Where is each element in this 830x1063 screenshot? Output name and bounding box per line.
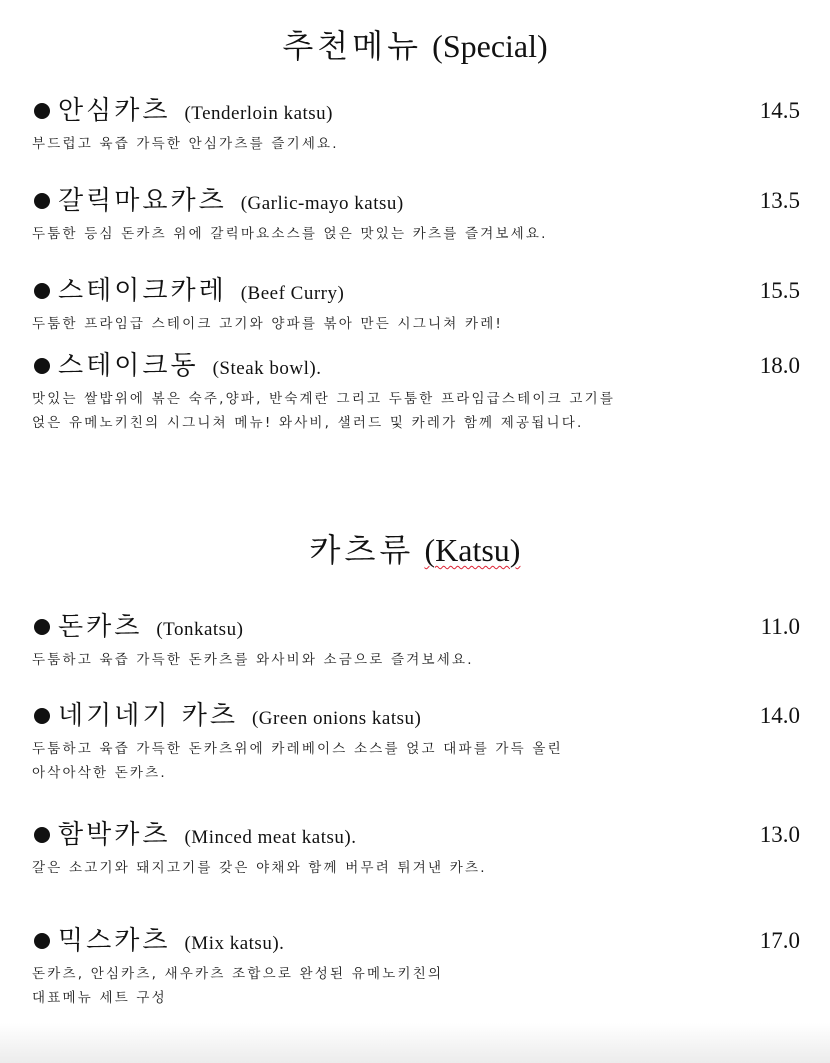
- item-price: 11.0: [760, 614, 800, 639]
- item-price: 13.5: [759, 188, 800, 213]
- menu-item-mix-katsu: [32, 924, 804, 1010]
- item-price: 13.0: [759, 822, 800, 847]
- item-name: 스테이크카레 (Beef Curry): [58, 276, 345, 306]
- item-description: 맛있는 쌀밥위에 볶은 숙주,양파, 반숙계란 그리고 두툼한 프라임급스테이크 고기를 얹은 유메노키친의 시그니쳐 메뉴! 와사비, 샐러드 및 카레가 함께 제공됩니다.: [32, 391, 616, 431]
- item-name: 믹스카츠 (Mix katsu).: [58, 926, 285, 956]
- menu-item-tonkatsu: [32, 610, 804, 672]
- menu-item-steak-bowl: [32, 349, 804, 435]
- item-name-english: (Tonkatsu): [156, 619, 244, 640]
- special-section-title: [0, 26, 830, 66]
- item-name-english: (Minced meat katsu).: [184, 827, 357, 848]
- item-name-english: (Beef Curry): [240, 283, 345, 304]
- bullet-icon: [34, 358, 50, 374]
- item-description: 두툼하고 육즙 가득한 돈카츠를 와사비와 소금으로 즐겨보세요.: [32, 652, 474, 668]
- item-price: 14.5: [759, 98, 800, 123]
- item-name-english: (Garlic-mayo katsu): [240, 193, 404, 214]
- bullet-icon: [34, 708, 50, 724]
- item-name-english: (Green onions katsu): [251, 708, 422, 729]
- bullet-icon: [34, 283, 50, 299]
- item-name: 갈릭마요카츠 (Garlic-mayo katsu): [58, 186, 404, 216]
- katsu-section-title: [0, 530, 830, 570]
- menu-item-garlic-mayo-katsu: [32, 184, 804, 246]
- bullet-icon: [34, 827, 50, 843]
- special-title-korean: 추천메뉴: [282, 27, 422, 65]
- bullet-icon: [34, 103, 50, 119]
- bottom-edge-shadow: [0, 1023, 830, 1063]
- bullet-icon: [34, 619, 50, 635]
- item-description: 두툼한 등심 돈카츠 위에 갈릭마요소스를 얹은 맛있는 카츠를 즐겨보세요.: [32, 226, 548, 242]
- item-description: 두툼하고 육즙 가득한 돈카츠위에 카레베이스 소스를 얹고 대파를 가득 올린 아삭아삭한 돈카츠.: [32, 741, 563, 781]
- item-name: 함박카츠 (Minced meat katsu).: [58, 820, 357, 850]
- menu-item-green-onions-katsu: [32, 699, 804, 785]
- item-price: 18.0: [759, 353, 800, 378]
- katsu-title-korean: 카츠류: [309, 531, 415, 569]
- menu-item-beef-curry: [32, 274, 804, 336]
- menu-item-tenderloin-katsu: [32, 94, 804, 156]
- item-description: 돈카츠, 안심카츠, 새우카츠 조합으로 완성된 유메노키친의 대표메뉴 세트 구성: [32, 966, 444, 1006]
- special-title-english: (Special): [432, 28, 548, 64]
- item-description: 부드럽고 육즙 가득한 안심가츠를 즐기세요.: [32, 136, 339, 152]
- item-name: 돈카츠 (Tonkatsu): [58, 612, 244, 642]
- item-name-english: (Steak bowl).: [212, 358, 322, 379]
- menu-item-minced-meat-katsu: [32, 818, 804, 880]
- item-description: 두툼한 프라임급 스테이크 고기와 양파를 볶아 만든 시그니쳐 카레!: [32, 316, 504, 332]
- item-price: 17.0: [759, 928, 800, 953]
- bullet-icon: [34, 933, 50, 949]
- item-name: 네기네기 카츠 (Green onions katsu): [58, 701, 422, 731]
- item-price: 14.0: [759, 703, 800, 728]
- item-name-english: (Mix katsu).: [184, 933, 285, 954]
- item-name-english: (Tenderloin katsu): [184, 103, 334, 124]
- item-price: 15.5: [759, 278, 800, 303]
- item-description: 갈은 소고기와 돼지고기를 갖은 야채와 함께 버무려 튀겨낸 카츠.: [32, 860, 487, 876]
- item-name: 스테이크동 (Steak bowl).: [58, 351, 322, 381]
- katsu-title-english: (Katsu): [424, 532, 521, 568]
- item-name: 안심카츠 (Tenderloin katsu): [58, 96, 334, 126]
- bullet-icon: [34, 193, 50, 209]
